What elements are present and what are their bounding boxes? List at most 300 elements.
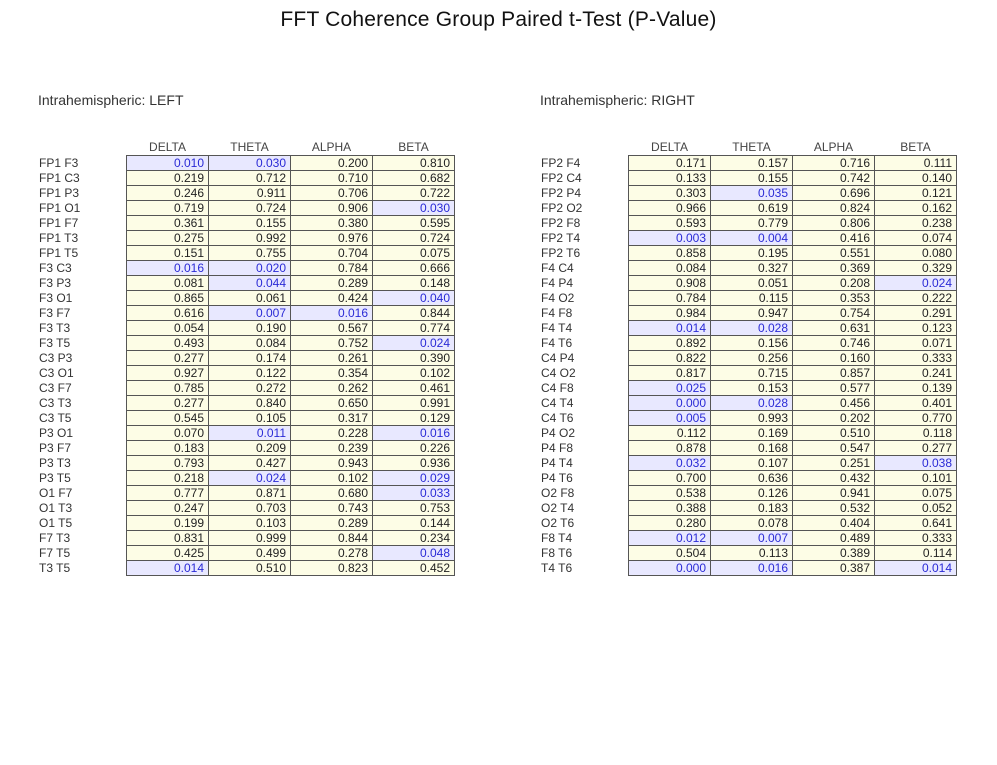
p-value-cell: 0.028: [711, 321, 793, 336]
p-value-cell: 0.016: [373, 426, 455, 441]
p-value-cell: 0.272: [209, 381, 291, 396]
p-value-cell: 0.361: [127, 216, 209, 231]
table-row: [540, 516, 957, 531]
p-value-cell: 0.162: [875, 201, 957, 216]
table-row: [540, 351, 957, 366]
table-row: [38, 216, 455, 231]
p-value-cell: 0.724: [209, 201, 291, 216]
p-value-cell: 0.114: [875, 546, 957, 561]
table-row: [540, 366, 957, 381]
p-value-cell: 0.222: [875, 291, 957, 306]
row-label: F8 T6: [541, 545, 573, 560]
page-title: FFT Coherence Group Paired t-Test (P-Value): [280, 8, 717, 31]
table-row: [38, 261, 455, 276]
right-col-delta: DELTA: [651, 140, 688, 154]
p-value-cell: 0.171: [629, 156, 711, 171]
left-col-theta: THETA: [230, 140, 269, 154]
row-label: F3 F7: [39, 305, 71, 320]
p-value-cell: 0.277: [127, 396, 209, 411]
p-value-cell: 0.641: [875, 516, 957, 531]
p-value-cell: 0.007: [711, 531, 793, 546]
p-value-cell: 0.199: [127, 516, 209, 531]
table-row: [38, 531, 455, 546]
p-value-cell: 0.144: [373, 516, 455, 531]
p-value-cell: 0.822: [629, 351, 711, 366]
table-row: [38, 396, 455, 411]
row-label: P3 T3: [39, 455, 71, 470]
table-row: [38, 231, 455, 246]
table-row: [38, 291, 455, 306]
p-value-cell: 0.052: [875, 501, 957, 516]
row-label: P4 F8: [541, 440, 574, 455]
row-label: FP2 T6: [541, 245, 581, 260]
p-value-cell: 0.303: [629, 186, 711, 201]
table-row: [540, 561, 957, 576]
p-value-cell: 0.016: [711, 561, 793, 576]
table-row: [38, 321, 455, 336]
p-value-cell: 0.020: [209, 261, 291, 276]
p-value-cell: 0.174: [209, 351, 291, 366]
p-value-cell: 0.153: [711, 381, 793, 396]
p-value-cell: 0.908: [629, 276, 711, 291]
table-row: [38, 201, 455, 216]
p-value-cell: 0.499: [209, 546, 291, 561]
p-value-cell: 0.906: [291, 201, 373, 216]
left-table-body: [38, 156, 455, 576]
p-value-cell: 0.155: [711, 171, 793, 186]
table-row: [540, 486, 957, 501]
table-row: [540, 411, 957, 426]
p-value-cell: 0.793: [127, 456, 209, 471]
p-value-cell: 0.631: [793, 321, 875, 336]
row-label: F4 O2: [541, 290, 575, 305]
p-value-cell: 0.005: [629, 411, 711, 426]
p-value-cell: 0.084: [629, 261, 711, 276]
p-value-cell: 0.746: [793, 336, 875, 351]
p-value-cell: 0.333: [875, 351, 957, 366]
row-label: O1 F7: [39, 485, 73, 500]
row-label: FP1 T5: [39, 245, 79, 260]
row-label: F3 P3: [39, 275, 72, 290]
row-label: O2 T6: [541, 515, 575, 530]
p-value-cell: 0.118: [875, 426, 957, 441]
table-row: [38, 306, 455, 321]
row-label: F4 T6: [541, 335, 573, 350]
right-row-header-spacer: [540, 139, 629, 156]
p-value-cell: 0.040: [373, 291, 455, 306]
p-value-cell: 0.424: [291, 291, 373, 306]
p-value-cell: 0.025: [629, 381, 711, 396]
p-value-cell: 0.151: [127, 246, 209, 261]
p-value-cell: 0.202: [793, 411, 875, 426]
p-value-cell: 0.183: [711, 501, 793, 516]
p-value-cell: 0.000: [629, 396, 711, 411]
p-value-cell: 0.742: [793, 171, 875, 186]
row-label: F4 F8: [541, 305, 573, 320]
p-value-cell: 0.354: [291, 366, 373, 381]
p-value-cell: 0.577: [793, 381, 875, 396]
p-value-cell: 0.840: [209, 396, 291, 411]
row-label: FP1 F7: [39, 215, 79, 230]
p-value-cell: 0.619: [711, 201, 793, 216]
row-label: F4 C4: [541, 260, 574, 275]
p-value-cell: 0.239: [291, 441, 373, 456]
p-value-cell: 0.784: [629, 291, 711, 306]
table-row: [38, 276, 455, 291]
p-value-cell: 0.806: [793, 216, 875, 231]
p-value-cell: 0.061: [209, 291, 291, 306]
p-value-cell: 0.148: [373, 276, 455, 291]
p-value-cell: 0.432: [793, 471, 875, 486]
p-value-cell: 0.369: [793, 261, 875, 276]
row-label: P4 O2: [541, 425, 576, 440]
row-label: FP1 P3: [39, 185, 80, 200]
p-value-cell: 0.992: [209, 231, 291, 246]
p-value-cell: 0.461: [373, 381, 455, 396]
p-value-cell: 0.416: [793, 231, 875, 246]
row-label: F8 T4: [541, 530, 573, 545]
p-value-cell: 0.329: [875, 261, 957, 276]
p-value-cell: 0.133: [629, 171, 711, 186]
p-value-cell: 0.724: [373, 231, 455, 246]
p-value-cell: 0.650: [291, 396, 373, 411]
p-value-cell: 0.810: [373, 156, 455, 171]
table-row: [540, 261, 957, 276]
right-panel: [540, 92, 957, 576]
p-value-cell: 0.567: [291, 321, 373, 336]
p-value-cell: 0.038: [875, 456, 957, 471]
right-table: [540, 139, 957, 576]
p-value-cell: 0.333: [875, 531, 957, 546]
table-row: [540, 306, 957, 321]
row-label: C4 T4: [541, 395, 574, 410]
p-value-cell: 0.593: [629, 216, 711, 231]
p-value-cell: 0.547: [793, 441, 875, 456]
p-value-cell: 0.936: [373, 456, 455, 471]
p-value-cell: 0.703: [209, 501, 291, 516]
row-label: O1 T3: [39, 500, 73, 515]
row-label: FP2 C4: [541, 170, 582, 185]
row-label: F3 T3: [39, 320, 71, 335]
p-value-cell: 0.101: [875, 471, 957, 486]
table-row: [540, 426, 957, 441]
p-value-cell: 0.014: [127, 561, 209, 576]
p-value-cell: 0.353: [793, 291, 875, 306]
row-label: T3 T5: [39, 560, 71, 575]
p-value-cell: 0.241: [875, 366, 957, 381]
p-value-cell: 0.927: [127, 366, 209, 381]
p-value-cell: 0.139: [875, 381, 957, 396]
p-value-cell: 0.122: [209, 366, 291, 381]
p-value-cell: 0.014: [875, 561, 957, 576]
row-label: F7 T3: [39, 530, 71, 545]
p-value-cell: 0.246: [127, 186, 209, 201]
p-value-cell: 0.078: [711, 516, 793, 531]
p-value-cell: 0.012: [629, 531, 711, 546]
table-row: [540, 276, 957, 291]
p-value-cell: 0.387: [793, 561, 875, 576]
p-value-cell: 0.317: [291, 411, 373, 426]
p-value-cell: 0.784: [291, 261, 373, 276]
p-value-cell: 0.824: [793, 201, 875, 216]
p-value-cell: 0.388: [629, 501, 711, 516]
table-row: [540, 231, 957, 246]
left-row-header-spacer: [38, 139, 127, 156]
p-value-cell: 0.129: [373, 411, 455, 426]
row-label: FP2 T4: [541, 230, 581, 245]
p-value-cell: 0.452: [373, 561, 455, 576]
p-value-cell: 0.080: [875, 246, 957, 261]
p-value-cell: 0.195: [711, 246, 793, 261]
p-value-cell: 0.682: [373, 171, 455, 186]
p-value-cell: 0.390: [373, 351, 455, 366]
p-value-cell: 0.016: [127, 261, 209, 276]
table-row: [540, 291, 957, 306]
table-row: [38, 561, 455, 576]
p-value-cell: 0.112: [629, 426, 711, 441]
p-value-cell: 0.715: [711, 366, 793, 381]
p-value-cell: 0.261: [291, 351, 373, 366]
p-value-cell: 0.081: [127, 276, 209, 291]
p-value-cell: 0.200: [291, 156, 373, 171]
p-value-cell: 0.033: [373, 486, 455, 501]
p-value-cell: 0.075: [875, 486, 957, 501]
p-value-cell: 0.704: [291, 246, 373, 261]
p-value-cell: 0.183: [127, 441, 209, 456]
row-label: F3 C3: [39, 260, 72, 275]
p-value-cell: 0.489: [793, 531, 875, 546]
p-value-cell: 0.280: [629, 516, 711, 531]
p-value-cell: 0.014: [629, 321, 711, 336]
left-col-beta: BETA: [398, 140, 429, 154]
p-value-cell: 0.871: [209, 486, 291, 501]
left-header-row: [38, 139, 455, 156]
table-row: [38, 426, 455, 441]
table-row: [540, 336, 957, 351]
p-value-cell: 0.743: [291, 501, 373, 516]
p-value-cell: 0.228: [291, 426, 373, 441]
p-value-cell: 0.680: [291, 486, 373, 501]
left-table: [38, 139, 455, 576]
table-row: [540, 171, 957, 186]
row-label: F3 T5: [39, 335, 71, 350]
p-value-cell: 0.777: [127, 486, 209, 501]
row-label: F7 T5: [39, 545, 71, 560]
table-row: [540, 201, 957, 216]
p-value-cell: 0.712: [209, 171, 291, 186]
row-label: FP2 F4: [541, 155, 581, 170]
table-row: [38, 456, 455, 471]
p-value-cell: 0.327: [711, 261, 793, 276]
row-label: FP2 O2: [541, 200, 583, 215]
p-value-cell: 0.865: [127, 291, 209, 306]
p-value-cell: 0.209: [209, 441, 291, 456]
table-row: [540, 396, 957, 411]
p-value-cell: 0.168: [711, 441, 793, 456]
row-label: C3 T3: [39, 395, 72, 410]
p-value-cell: 0.208: [793, 276, 875, 291]
p-value-cell: 0.696: [793, 186, 875, 201]
p-value-cell: 0.226: [373, 441, 455, 456]
table-row: [38, 156, 455, 171]
p-value-cell: 0.425: [127, 546, 209, 561]
p-value-cell: 0.941: [793, 486, 875, 501]
p-value-cell: 0.024: [875, 276, 957, 291]
p-value-cell: 0.121: [875, 186, 957, 201]
p-value-cell: 0.102: [291, 471, 373, 486]
right-table-body: [540, 156, 957, 576]
row-label: O1 T5: [39, 515, 73, 530]
p-value-cell: 0.911: [209, 186, 291, 201]
p-value-cell: 0.075: [373, 246, 455, 261]
p-value-cell: 0.070: [127, 426, 209, 441]
p-value-cell: 0.011: [209, 426, 291, 441]
row-label: F4 P4: [541, 275, 574, 290]
row-label: P3 T5: [39, 470, 71, 485]
p-value-cell: 0.289: [291, 516, 373, 531]
p-value-cell: 0.710: [291, 171, 373, 186]
p-value-cell: 0.545: [127, 411, 209, 426]
p-value-cell: 0.754: [793, 306, 875, 321]
row-label: C3 O1: [39, 365, 74, 380]
p-value-cell: 0.892: [629, 336, 711, 351]
p-value-cell: 0.160: [793, 351, 875, 366]
p-value-cell: 0.595: [373, 216, 455, 231]
p-value-cell: 0.966: [629, 201, 711, 216]
p-value-cell: 0.256: [711, 351, 793, 366]
row-label: C4 T6: [541, 410, 574, 425]
right-col-alpha: ALPHA: [813, 140, 854, 154]
p-value-cell: 0.831: [127, 531, 209, 546]
table-row: [540, 156, 957, 171]
p-value-cell: 0.156: [711, 336, 793, 351]
p-value-cell: 0.510: [209, 561, 291, 576]
p-value-cell: 0.000: [629, 561, 711, 576]
table-row: [540, 186, 957, 201]
p-value-cell: 0.277: [875, 441, 957, 456]
p-value-cell: 0.401: [875, 396, 957, 411]
p-value-cell: 0.753: [373, 501, 455, 516]
p-value-cell: 0.234: [373, 531, 455, 546]
p-value-cell: 0.636: [711, 471, 793, 486]
p-value-cell: 0.190: [209, 321, 291, 336]
p-value-cell: 0.999: [209, 531, 291, 546]
table-row: [38, 501, 455, 516]
row-label: FP1 O1: [39, 200, 81, 215]
p-value-cell: 0.029: [373, 471, 455, 486]
table-row: [38, 486, 455, 501]
table-row: [540, 321, 957, 336]
p-value-cell: 0.024: [373, 336, 455, 351]
table-row: [540, 531, 957, 546]
p-value-cell: 0.976: [291, 231, 373, 246]
p-value-cell: 0.004: [711, 231, 793, 246]
p-value-cell: 0.291: [875, 306, 957, 321]
p-value-cell: 0.666: [373, 261, 455, 276]
p-value-cell: 0.278: [291, 546, 373, 561]
p-value-cell: 0.010: [127, 156, 209, 171]
row-label: C4 F8: [541, 380, 574, 395]
p-value-cell: 0.538: [629, 486, 711, 501]
p-value-cell: 0.380: [291, 216, 373, 231]
p-value-cell: 0.456: [793, 396, 875, 411]
p-value-cell: 0.752: [291, 336, 373, 351]
p-value-cell: 0.102: [373, 366, 455, 381]
p-value-cell: 0.035: [711, 186, 793, 201]
row-label: O2 T4: [541, 500, 575, 515]
left-col-alpha: ALPHA: [311, 140, 352, 154]
table-row: [540, 441, 957, 456]
row-label: P4 T6: [541, 470, 573, 485]
row-label: C4 O2: [541, 365, 576, 380]
p-value-cell: 0.427: [209, 456, 291, 471]
p-value-cell: 0.277: [127, 351, 209, 366]
p-value-cell: 0.140: [875, 171, 957, 186]
p-value-cell: 0.103: [209, 516, 291, 531]
p-value-cell: 0.032: [629, 456, 711, 471]
table-row: [38, 186, 455, 201]
p-value-cell: 0.054: [127, 321, 209, 336]
row-label: T4 T6: [541, 560, 573, 575]
table-row: [38, 171, 455, 186]
row-label: C4 P4: [541, 350, 575, 365]
p-value-cell: 0.030: [209, 156, 291, 171]
p-value-cell: 0.107: [711, 456, 793, 471]
p-value-cell: 0.755: [209, 246, 291, 261]
p-value-cell: 0.878: [629, 441, 711, 456]
p-value-cell: 0.113: [711, 546, 793, 561]
table-row: [38, 366, 455, 381]
p-value-cell: 0.389: [793, 546, 875, 561]
table-row: [38, 546, 455, 561]
row-label: O2 F8: [541, 485, 575, 500]
row-label: P3 O1: [39, 425, 74, 440]
table-row: [38, 336, 455, 351]
p-value-cell: 0.700: [629, 471, 711, 486]
p-value-cell: 0.218: [127, 471, 209, 486]
table-row: [38, 471, 455, 486]
table-row: [540, 501, 957, 516]
p-value-cell: 0.219: [127, 171, 209, 186]
p-value-cell: 0.857: [793, 366, 875, 381]
table-row: [38, 441, 455, 456]
row-label: F4 T4: [541, 320, 573, 335]
p-value-cell: 0.719: [127, 201, 209, 216]
p-value-cell: 0.247: [127, 501, 209, 516]
row-label: FP2 P4: [541, 185, 582, 200]
p-value-cell: 0.551: [793, 246, 875, 261]
right-header-row: [540, 139, 957, 156]
p-value-cell: 0.785: [127, 381, 209, 396]
row-label: FP2 F8: [541, 215, 581, 230]
p-value-cell: 0.155: [209, 216, 291, 231]
p-value-cell: 0.510: [793, 426, 875, 441]
table-row: [38, 411, 455, 426]
p-value-cell: 0.169: [711, 426, 793, 441]
p-value-cell: 0.404: [793, 516, 875, 531]
p-value-cell: 0.817: [629, 366, 711, 381]
table-row: [540, 546, 957, 561]
p-value-cell: 0.105: [209, 411, 291, 426]
p-value-cell: 0.123: [875, 321, 957, 336]
p-value-cell: 0.030: [373, 201, 455, 216]
p-value-cell: 0.779: [711, 216, 793, 231]
p-value-cell: 0.991: [373, 396, 455, 411]
p-value-cell: 0.074: [875, 231, 957, 246]
p-value-cell: 0.984: [629, 306, 711, 321]
p-value-cell: 0.844: [373, 306, 455, 321]
p-value-cell: 0.003: [629, 231, 711, 246]
